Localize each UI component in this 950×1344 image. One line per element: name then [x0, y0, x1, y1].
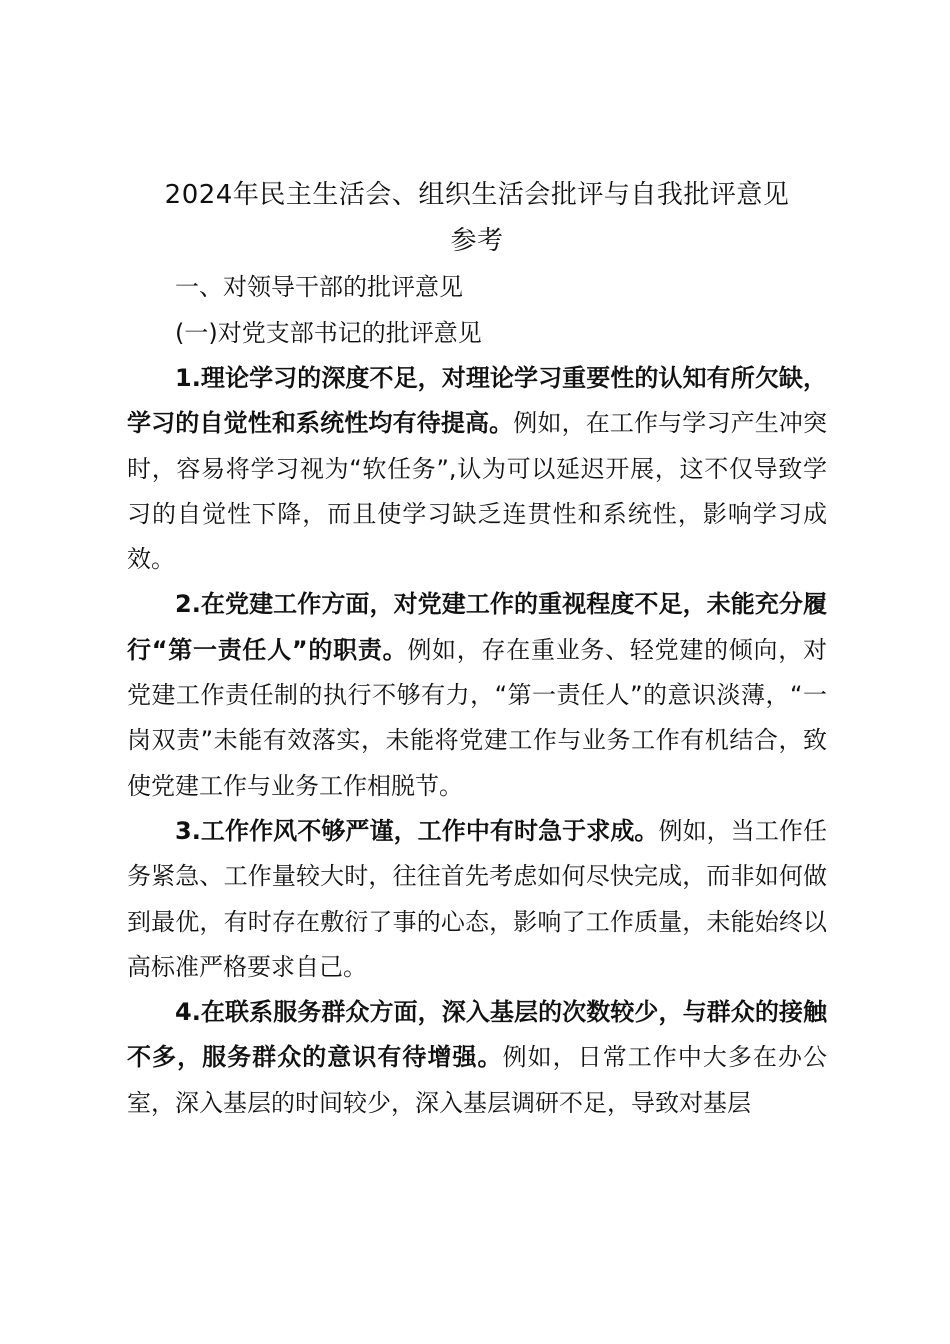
document-body [127, 172, 827, 1126]
subsection-heading: (一)对党支部书记的批评意见 [175, 319, 482, 347]
paragraph-text: 例如，存在重业务、轻党建的倾向，对党建工作责任制的执行不够有力，“第一责任人”的意识淡薄，“一岗双责”未能有效落实，未能将党建工作与业务工作有机结合，致使党建工作与业务工作相脱节。 [127, 635, 827, 800]
paragraph-item-4 [127, 990, 827, 1126]
title-line-1: 2024年民主生活会、组织生活会批评与自我批评意见 [164, 180, 790, 210]
paragraph-item-1 [127, 356, 827, 582]
paragraph-lead: 3.工作作风不够严谨，工作中有时急于求成。 [175, 816, 659, 845]
paragraph-lead: 4.在联系服务群众方面，深入基层的次数较少，与群众的接触不多，服务群众的意识有待增强。 [127, 998, 827, 1072]
paragraph-text: 例如，日常工作中大多在办公室，深入基层的时间较少，深入基层调研不足，导致对基层 [127, 1043, 828, 1117]
document-title [127, 172, 827, 264]
paragraph-item-3 [127, 809, 827, 990]
paragraph-text: 例如，当工作任务紧急、工作量较大时，往往首先考虑如何尽快完成，而非如何做到最优，有时存在敷衍了事的心态，影响了工作质量，未能始终以高标准严格要求自己。 [127, 816, 828, 981]
section-heading: 一、对领导干部的批评意见 [175, 273, 463, 301]
paragraph-lead: 2.在党建工作方面，对党建工作的重视程度不足，未能充分履行“第一责任人”的职责。 [127, 590, 827, 664]
paragraph-text: 例如，在工作与学习产生冲突时，容易将学习视为“软任务”,认为可以延迟开展，这不仅导致学习的自觉性下降，而且使学习缺乏连贯性和系统性，影响学习成效。 [127, 409, 828, 574]
paragraph-lead: 1.理论学习的深度不足，对理论学习重要性的认知有所欠缺，学习的自觉性和系统性均有待提高。 [127, 364, 827, 438]
title-line-2: 参考 [450, 226, 504, 256]
paragraph-item-2 [127, 582, 827, 808]
